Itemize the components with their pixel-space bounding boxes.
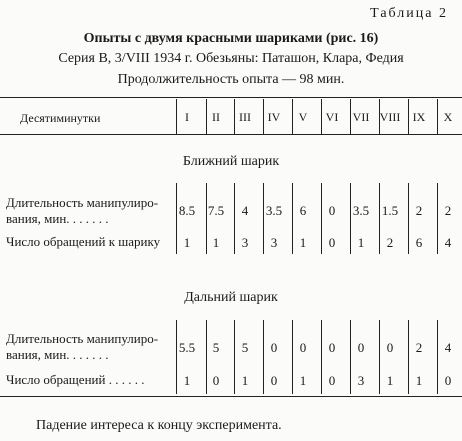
table-cell: 0	[328, 373, 336, 388]
table-cell: 0	[212, 373, 220, 388]
table-cell: 0	[328, 203, 336, 218]
table-cell: 0	[270, 373, 278, 388]
experiment-duration: Продолжительность опыта — 98 мин.	[117, 72, 345, 87]
table-cell: 3	[270, 235, 278, 250]
header-divider-6	[350, 99, 351, 134]
row-label-near-count: Число обращений к шарику	[6, 234, 161, 249]
table-cell: 1	[183, 235, 191, 250]
table-cell: 8.5	[178, 203, 196, 218]
row-label-near-duration-2: вания, мин. . . . . . .	[6, 211, 109, 226]
header-top-rule	[0, 97, 462, 98]
table-cell: 5	[241, 340, 249, 355]
header-row-label: Десятиминутки	[20, 111, 101, 125]
section-title-near: Ближний шарик	[182, 154, 280, 169]
table-cell: 1	[183, 373, 191, 388]
table-cell: 1	[357, 235, 365, 250]
table-cell: 2	[444, 203, 452, 218]
table-cell: 0	[444, 373, 452, 388]
table-cell: 4	[444, 235, 452, 250]
table-cell: 0	[270, 340, 278, 355]
column-header-9: IX	[412, 110, 426, 124]
table-bottom-rule	[0, 396, 462, 397]
header-divider-1	[206, 99, 207, 134]
table-cell: 1	[386, 373, 394, 388]
table-cell: 0	[328, 340, 336, 355]
table-cell: 3	[357, 373, 365, 388]
header-divider-0	[176, 99, 177, 134]
section-title-far: Дальний шарик	[184, 290, 278, 305]
table-cell: 0	[386, 340, 394, 355]
table-cell: 1	[299, 373, 307, 388]
table-cell: 0	[299, 340, 307, 355]
header-divider-5	[321, 99, 322, 134]
table-cell: 4	[241, 203, 249, 218]
table-cell: 1	[299, 235, 307, 250]
table-cell: 3	[241, 235, 249, 250]
table-cell: 1.5	[381, 203, 399, 218]
column-header-7: VII	[352, 110, 370, 124]
table-cell: 6	[415, 235, 423, 250]
table-cell: 0	[328, 235, 336, 250]
table-number: Таблица 2	[370, 6, 448, 21]
table-cell: 3.5	[352, 203, 370, 218]
header-divider-4	[292, 99, 293, 134]
row-label-near-duration-1: Длительность манипулиро-	[6, 195, 159, 210]
column-header-6: VI	[325, 110, 339, 124]
table-cell: 0	[357, 340, 365, 355]
row-label-far-duration-1: Длительность манипулиро-	[6, 331, 159, 346]
column-header-2: II	[212, 110, 220, 124]
row-label-far-duration-2: вания, мин. . . . . . .	[6, 347, 109, 362]
footer-note: Падение интереса к концу эксперимента.	[36, 418, 282, 433]
header-divider-8	[408, 99, 409, 134]
table-cell: 2	[415, 203, 423, 218]
column-header-10: X	[443, 110, 453, 124]
table-cell: 2	[386, 235, 394, 250]
column-header-4: IV	[267, 110, 281, 124]
column-header-1: I	[185, 110, 189, 124]
table-cell: 1	[415, 373, 423, 388]
table-cell: 1	[212, 235, 220, 250]
table-cell: 4	[444, 340, 452, 355]
header-divider-9	[437, 99, 438, 134]
table-cell: 5	[212, 340, 220, 355]
header-divider-3	[263, 99, 264, 134]
header-bottom-rule	[0, 134, 462, 135]
table-cell: 5.5	[178, 340, 196, 355]
table-title: Опыты с двумя красными шариками (рис. 16)	[83, 31, 379, 46]
row-label-far-count: Число обращений . . . . . .	[6, 372, 145, 387]
column-header-3: III	[239, 110, 251, 124]
table-cell: 6	[299, 203, 307, 218]
column-header-8: VIII	[379, 110, 401, 124]
table-cell: 3.5	[265, 203, 283, 218]
column-header-5: V	[298, 110, 308, 124]
table-cell: 2	[415, 340, 423, 355]
table-cell: 7.5	[207, 203, 225, 218]
table-subtitle: Серия В, 3/VIII 1934 г. Обезьяны: Паташон, Клара, Федия	[58, 51, 404, 66]
header-divider-7	[379, 99, 380, 134]
header-divider-2	[234, 99, 235, 134]
table-cell: 1	[241, 373, 249, 388]
